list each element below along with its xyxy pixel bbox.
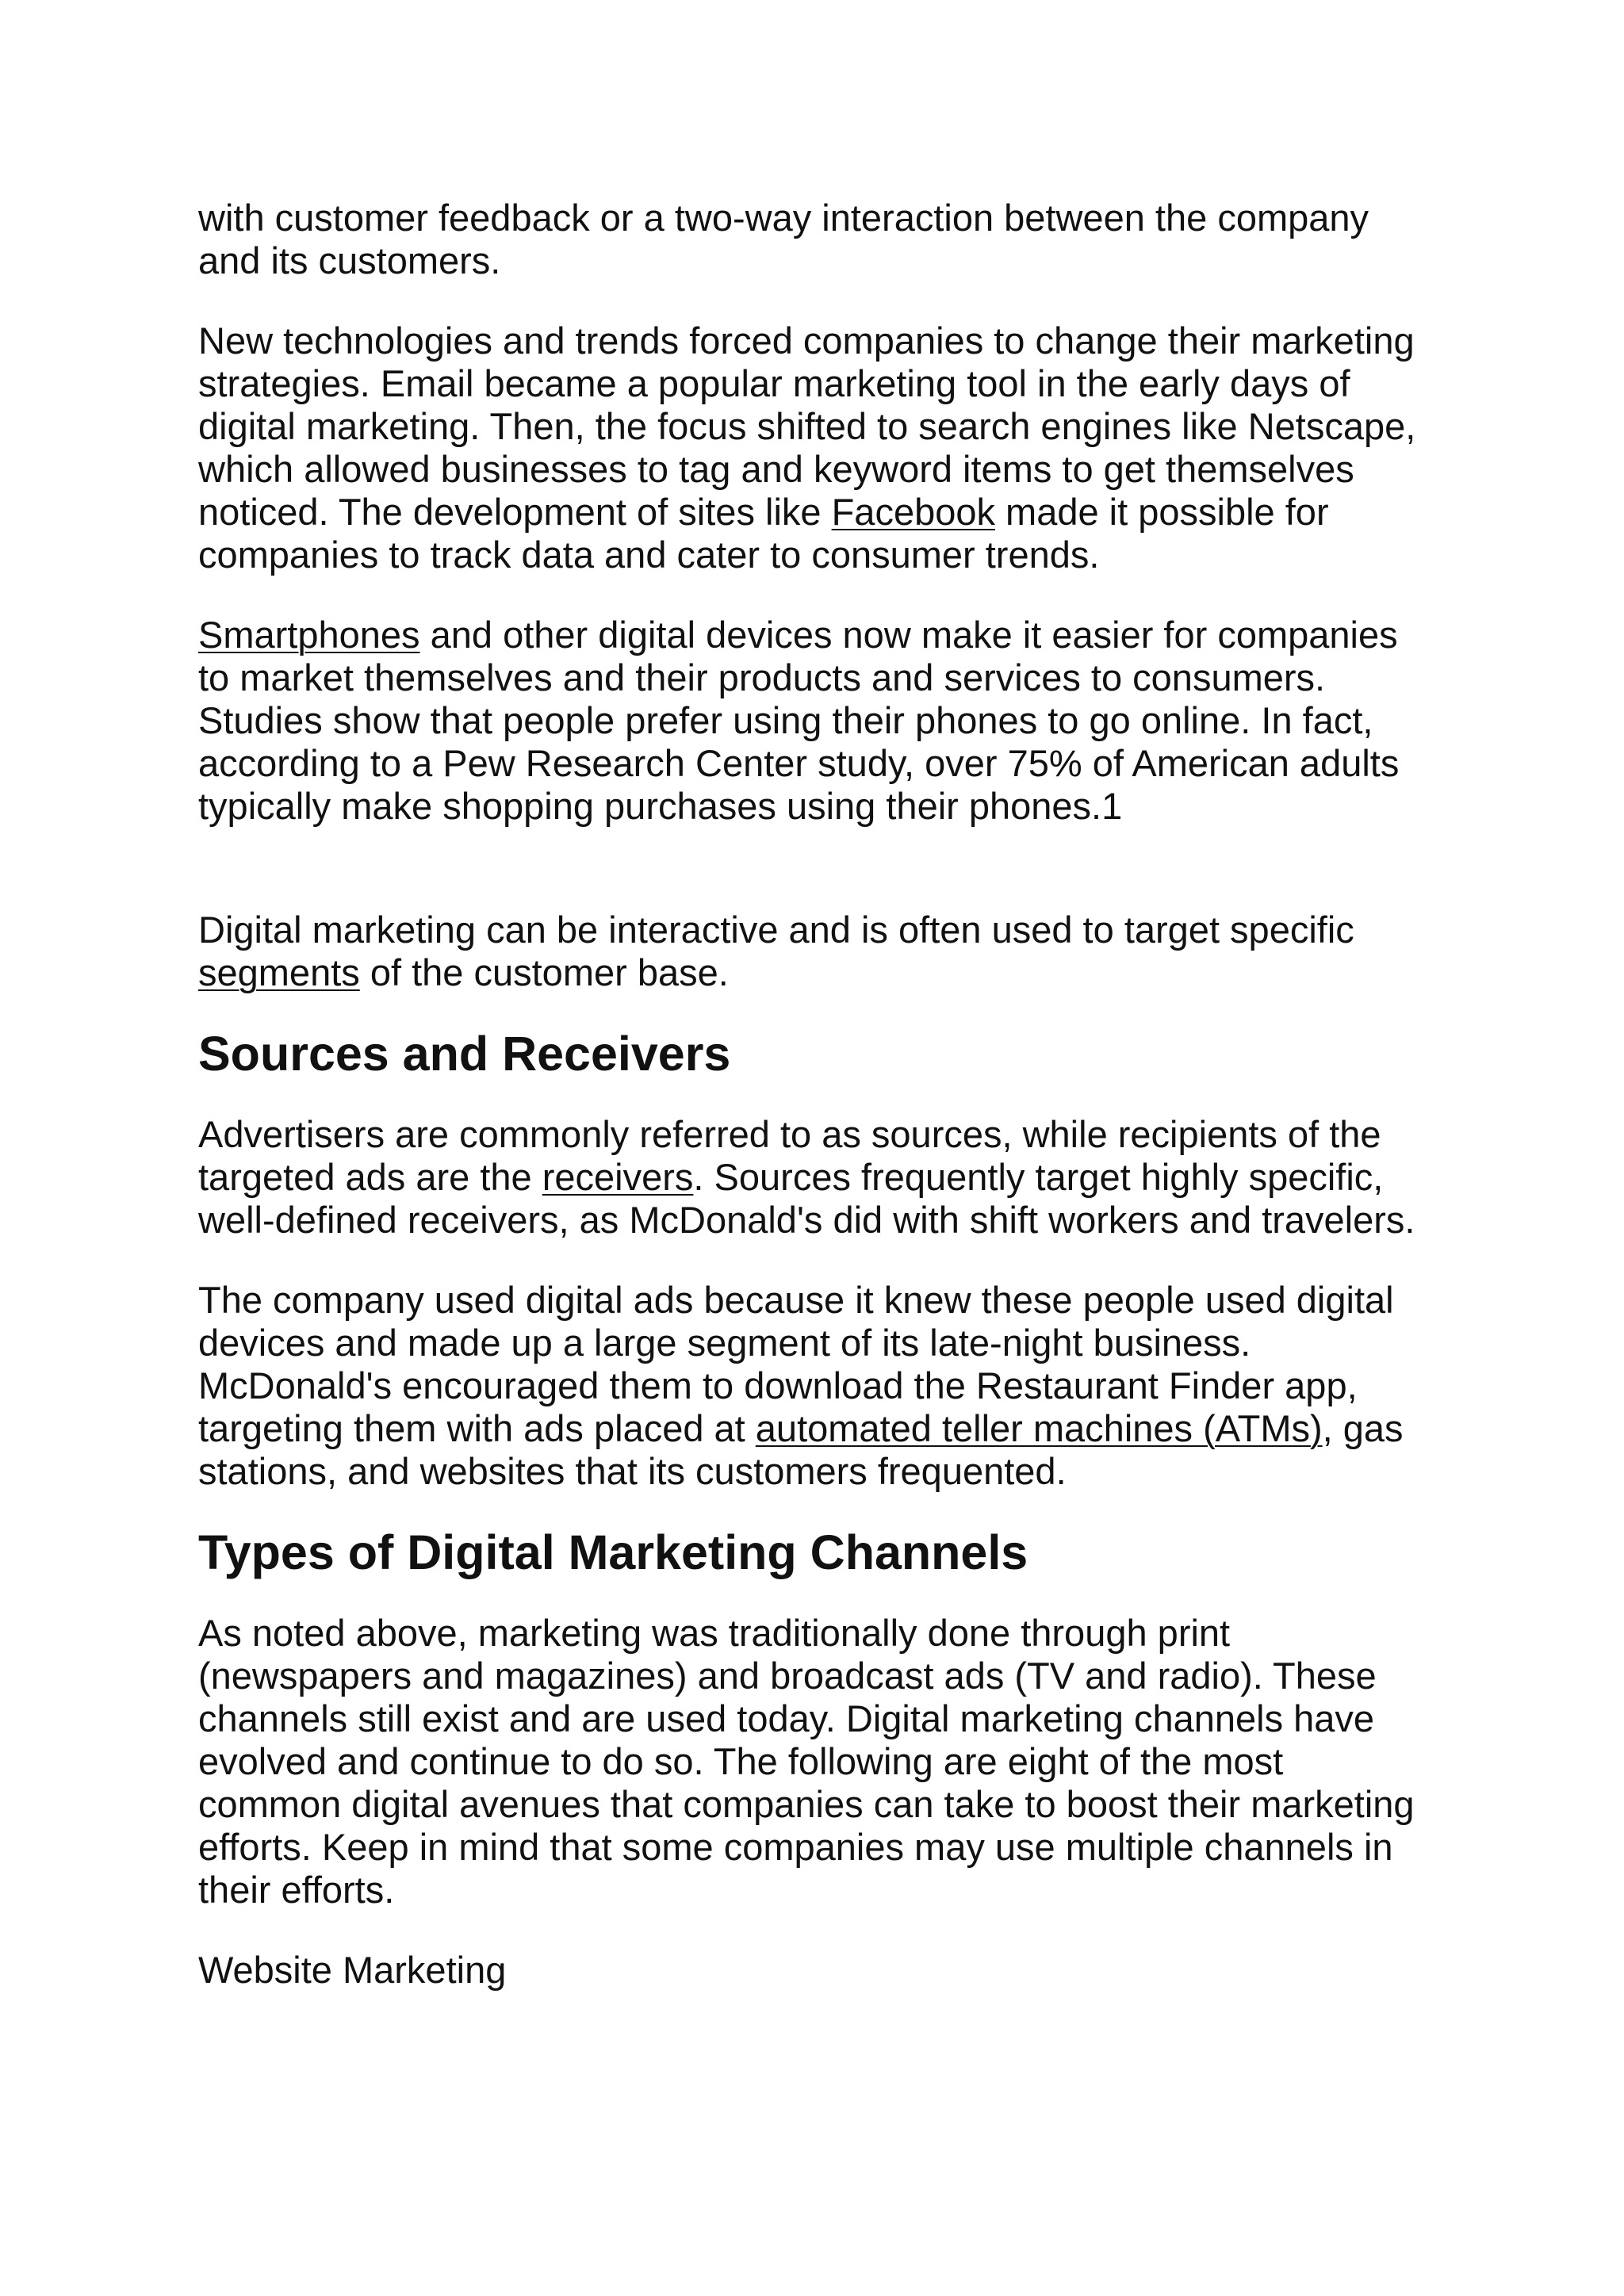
paragraph-interactive xyxy=(198,909,1435,994)
paragraph-company-digital-ads xyxy=(198,1279,1435,1493)
paragraph-text: The company used digital ads because it knew these people used digital devices and made up a large segment of its late-night business. McDonald's encouraged them to download the Restaurant Finder app, targeting them with ads placed at xyxy=(198,1279,1394,1449)
paragraph-text: . Sources frequently target highly specific, well-defined receivers, as McDonald's did with shift workers and travelers. xyxy=(198,1156,1415,1241)
paragraph-text: New technologies and trends forced companies to change their marketing strategies. Email became a popular marketing tool in the early days of digital marketing. Then, the focus shifted to search engines like Netscape, which allowed businesses to tag and keyword items to get themselves noticed. The development of sites like xyxy=(198,320,1416,533)
facebook-link[interactable]: Facebook xyxy=(831,491,995,533)
paragraph-text: Advertisers are commonly referred to as sources, while recipients of the targeted ads are the xyxy=(198,1113,1381,1198)
paragraph-text: , gas stations, and websites that its customers frequented. xyxy=(198,1407,1404,1492)
paragraph-new-technologies xyxy=(198,320,1435,576)
atm-link[interactable]: automated teller machines (ATMs) xyxy=(755,1407,1323,1449)
paragraph-website-marketing xyxy=(198,1949,1435,1992)
document-page xyxy=(198,197,1435,1992)
paragraph-noted-above xyxy=(198,1612,1435,1911)
paragraph-text: and other digital devices now make it easier for companies to market themselves and their products and services to consumers. Studies show that people prefer using their phones to go online. In fact, according to a Pew Research Center study, over 75% of American adults typically make shopping purchases using their phones.1 xyxy=(198,614,1400,827)
paragraph-text: Digital marketing can be interactive and is often used to target specific xyxy=(198,909,1354,951)
receivers-link[interactable]: receivers xyxy=(542,1156,694,1198)
paragraph-customer-feedback xyxy=(198,197,1435,282)
paragraph-text: with customer feedback or a two-way interaction between the company and its customers. xyxy=(198,197,1369,281)
paragraph-text: As noted above, marketing was traditionally done through print (newspapers and magazines) and broadcast ads (TV and radio). These channels still exist and are used today. Digital marketing channels have evolved and continue to do so. The following are eight of the most common digital avenues that companies can take to boost their marketing efforts. Keep in mind that some companies may use multiple channels in their efforts. xyxy=(198,1612,1415,1911)
paragraph-text: Website Marketing xyxy=(198,1949,507,1991)
paragraph-text: made it possible for companies to track data and cater to consumer trends. xyxy=(198,491,1329,576)
paragraph-advertisers xyxy=(198,1113,1435,1242)
smartphones-link[interactable]: Smartphones xyxy=(198,614,420,656)
heading-types-of-channels: Types of Digital Marketing Channels xyxy=(198,1525,1028,1579)
heading-sources-and-receivers: Sources and Receivers xyxy=(198,1027,731,1081)
segments-link[interactable]: segments xyxy=(198,951,360,993)
paragraph-smartphones xyxy=(198,614,1435,828)
paragraph-text: of the customer base. xyxy=(359,951,729,993)
